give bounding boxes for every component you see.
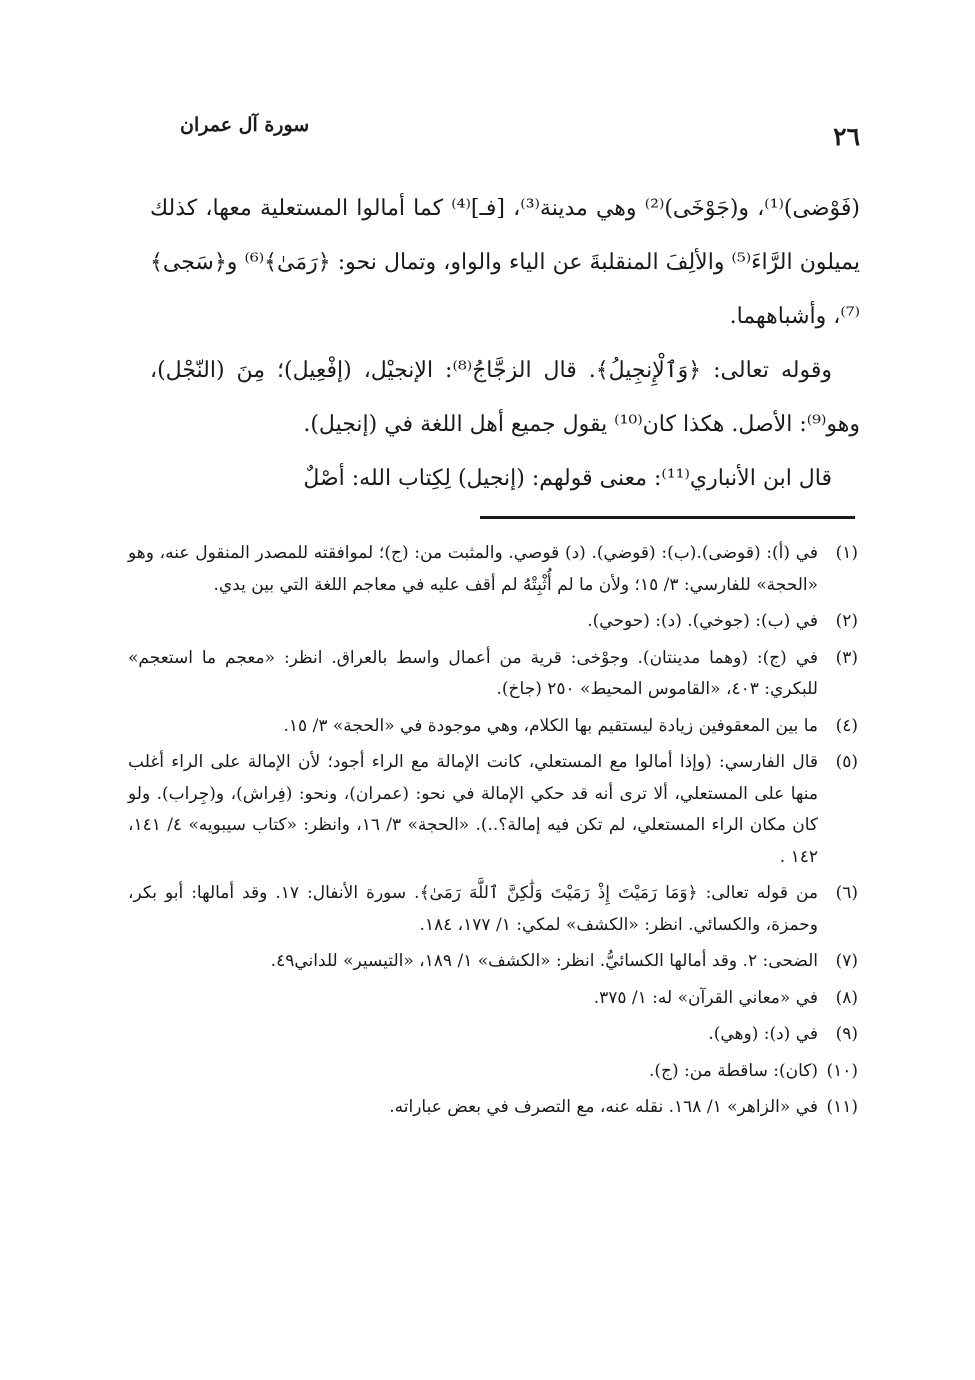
main-text bbox=[150, 182, 860, 506]
footnote-number: (٧) bbox=[835, 951, 858, 971]
paragraph-2: وقوله تعالى: ﴿وَٱلْإِنجِيلُ﴾. قال الزجَّاجُ⁽⁸⁾: الإنجيْل، (إفْعِيل)؛ مِنَ (النّجْل)، وهو⁽⁹⁾: الأصل. هكذا كان⁽¹⁰⁾ يقول جميع أهل اللغة في (إنجيل). bbox=[150, 358, 860, 437]
footnote-item bbox=[128, 878, 858, 941]
footnote-number: (١١) bbox=[826, 1097, 858, 1117]
footnote-number: (٦) bbox=[835, 883, 858, 903]
footnote-number: (٨) bbox=[835, 987, 858, 1008]
footnote-item bbox=[128, 946, 858, 978]
footnote-number: (٣) bbox=[835, 647, 858, 668]
footnote-text: في (د): (وهي). bbox=[708, 1024, 818, 1044]
paragraph-3: قال ابن الأنباري⁽¹¹⁾: معنى قولهم: (إنجيل) لِكِتاب الله: أصْلٌ bbox=[303, 466, 832, 491]
footnote-text: في (ب): (جوخي). (د): (حوحي). bbox=[587, 611, 818, 631]
paragraph-1: (فَوْضى)⁽¹⁾، و(جَوْخَى)⁽²⁾ وهي مدينة⁽³⁾، [فـ]⁽⁴⁾ كما أمالوا المستعلية معها، كذلك يميلون الرَّاءَ⁽⁵⁾ والألِفَ المنقلبةَ عن الياء والواو، وتمال نحو: ﴿رَمَىٰ﴾⁽⁶⁾ و﴿سَجى﴾⁽⁷⁾، وأشباههما. bbox=[150, 196, 860, 329]
footnote-item bbox=[128, 1056, 858, 1088]
footnote-number: (٩) bbox=[835, 1024, 858, 1044]
footnote-item bbox=[128, 606, 858, 638]
footnote-text: من قوله تعالى: ﴿وَمَا رَمَيْتَ إِذْ رَمَيْتَ وَلَٰكِنَّ ٱللَّهَ رَمَىٰ﴾. سورة الأنفال: ١٧. وقد أمالها: أبو بكر، وحمزة، والكسائي. انظر: «الكشف» لمكي: ١/ ١٧٧، ١٨٤. bbox=[128, 883, 818, 935]
footnotes-list bbox=[128, 538, 858, 1129]
footnote-item bbox=[128, 643, 858, 706]
footnote-item bbox=[128, 1092, 858, 1124]
footnote-number: (١) bbox=[835, 543, 858, 563]
page-header bbox=[140, 108, 860, 158]
footnote-text: (كان): ساقطة من: (ج). bbox=[649, 1060, 818, 1081]
footnote-text: قال الفارسي: (وإذا أمالوا مع المستعلي، كانت الإمالة مع الراء أجود؛ لأن الإمالة على الراء أغلب منها على المستعلي، ألا ترى أنه قد حكي الإمالة في نحو: (عمران)، ونحو: (فِراش)، و(جِراب). ولو كان مكان الراء المستعلي، لم تكن فيه إمالة؟..). «الحجة» ٣/ ١٦، وانظر: «كتاب سيبويه» ٤/ ١٤١، ١٤٢ . bbox=[128, 752, 818, 867]
footnote-number: (٤) bbox=[835, 715, 858, 736]
footnote-item bbox=[128, 538, 858, 601]
footnote-item bbox=[128, 711, 858, 743]
footnote-text: في (أ): (قوضى).(ب): (قوضي). (د) قوصي. والمثبت من: (ج)؛ لموافقته للمصدر المنقول عنه، وهو «الحجة» للفارسي: ٣/ ١٥؛ ولأن ما لم أُثْبِتْهُ لم أقف عليه في معاجم اللغة التي بين يدي. bbox=[128, 543, 818, 595]
footnote-item bbox=[128, 747, 858, 873]
footnote-text: في «الزاهر» ١/ ١٦٨. نقله عنه، مع التصرف في بعض عباراته. bbox=[389, 1097, 818, 1117]
footnote-number: (١٠) bbox=[826, 1060, 858, 1081]
page-number: ٢٦ bbox=[833, 122, 860, 151]
footnote-separator bbox=[480, 516, 855, 519]
surah-title: سورة آل عمران bbox=[180, 114, 310, 136]
footnote-item bbox=[128, 1019, 858, 1051]
footnote-text: الضحى: ٢. وقد أمالها الكسائيُّ. انظر: «الكشف» ١/ ١٨٩، «التيسير» للداني٤٩. bbox=[270, 951, 818, 971]
footnote-number: (٢) bbox=[835, 611, 858, 631]
footnote-text: في «معاني القرآن» له: ١/ ٣٧٥. bbox=[593, 987, 818, 1008]
footnote-text: في (ج): (وهما مدينتان). وجوْخى: قرية من أعمال واسط بالعراق. انظر: «معجم ما استعجم» للبكري: ٤٠٣، «القاموس المحيط» ٢٥٠ (جاخ). bbox=[128, 647, 818, 699]
footnote-number: (٥) bbox=[835, 752, 858, 772]
footnote-item bbox=[128, 983, 858, 1015]
footnote-text: ما بين المعقوفين زيادة ليستقيم بها الكلام، وهي موجودة في «الحجة» ٣/ ١٥. bbox=[283, 715, 818, 736]
